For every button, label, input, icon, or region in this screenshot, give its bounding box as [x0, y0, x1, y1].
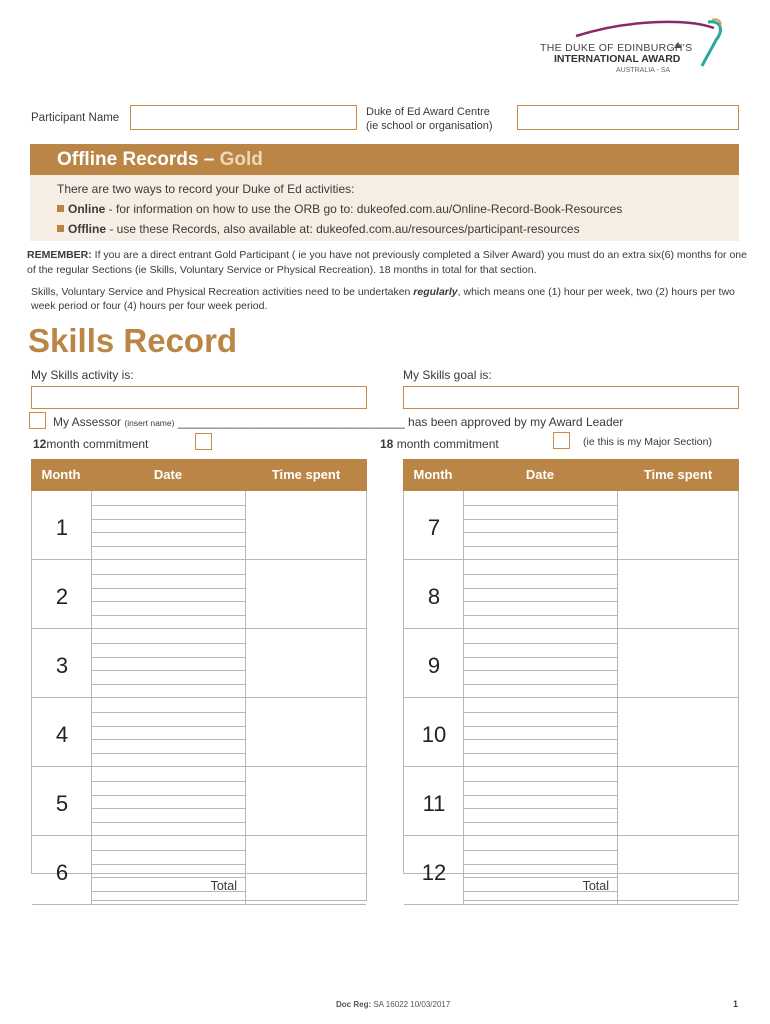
table-header: [403, 459, 739, 491]
date-entry-line: [464, 726, 618, 727]
offline-records-banner: [30, 144, 739, 175]
time-spent-cell[interactable]: [246, 560, 366, 628]
date-entry-line: [92, 712, 246, 713]
online-option: [57, 202, 622, 216]
date-entry-line: [92, 864, 246, 865]
date-entries[interactable]: [92, 629, 246, 697]
date-entry-line: [464, 822, 618, 823]
date-entry-line: [464, 505, 618, 506]
month-row: [404, 560, 738, 629]
date-entry-line: [92, 505, 246, 506]
offline-option: [57, 222, 580, 236]
time-spent-column-header: Time spent: [271, 467, 341, 482]
total-label: Total: [92, 874, 246, 900]
online-option-text: - for information on how to use the ORB go to: dukeofed.com.au/Online-Record-Book-Resources: [105, 202, 623, 216]
award-centre-label: [366, 105, 493, 133]
assessor-hint: (insert name): [124, 418, 175, 428]
award-centre-field[interactable]: [517, 105, 739, 130]
commitment-12-label: [33, 437, 148, 451]
time-spent-cell[interactable]: [246, 491, 366, 559]
offline-title-main: Offline Records –: [57, 149, 215, 170]
date-entry-line: [92, 532, 246, 533]
assessor-line: [53, 415, 623, 429]
date-entry-line: [464, 712, 618, 713]
table-header: [31, 459, 367, 491]
time-spent-cell[interactable]: [618, 491, 738, 559]
skills-activity-label: My Skills activity is:: [31, 368, 134, 382]
date-entries[interactable]: [92, 560, 246, 628]
date-entry-line: [92, 615, 246, 616]
month-row: [32, 560, 366, 629]
date-column-header: Date: [525, 467, 555, 482]
month-row: [404, 629, 738, 698]
date-entries[interactable]: [92, 698, 246, 766]
time-spent-cell[interactable]: [618, 560, 738, 628]
month-cell: [404, 560, 464, 628]
offline-option-label: Offline: [68, 222, 106, 236]
offline-records-title: [57, 149, 263, 171]
major-section-note: (ie this is my Major Section): [583, 436, 712, 448]
date-entry-line: [464, 574, 618, 575]
regularity-note: [31, 285, 741, 313]
month-number: 1: [55, 515, 69, 540]
month-row: [32, 698, 366, 767]
month-cell: [404, 491, 464, 559]
date-entry-line: [92, 753, 246, 754]
regularity-note-start: Skills, Voluntary Service and Physical Recreation activities need to be undertaken: [31, 286, 414, 298]
month-number: 8: [427, 584, 441, 609]
date-entry-line: [92, 519, 246, 520]
skills-activity-field[interactable]: [31, 386, 367, 409]
date-entry-line: [92, 574, 246, 575]
date-entry-line: [464, 795, 618, 796]
date-entry-line: [92, 588, 246, 589]
month-number: 9: [427, 653, 441, 678]
month-cell: [32, 836, 92, 904]
award-centre-label-line-1: Duke of Ed Award Centre: [366, 106, 490, 118]
page-number: 1: [733, 999, 739, 1009]
date-entry-line: [92, 850, 246, 851]
doc-reg-value: SA 16022 10/03/2017: [371, 1000, 451, 1009]
remember-note: [27, 248, 747, 278]
date-entry-line: [464, 670, 618, 671]
award-centre-label-line-2: (ie school or organisation): [366, 120, 493, 132]
table-body: [31, 491, 367, 885]
date-entries[interactable]: [464, 629, 618, 697]
commitment-18-text: month commitment: [393, 437, 499, 451]
month-cell: [404, 836, 464, 904]
total-label: Total: [464, 874, 618, 900]
month-number: 7: [427, 515, 441, 540]
date-entry-line: [464, 753, 618, 754]
document-registration: [336, 1000, 450, 1009]
date-entry-line: [464, 781, 618, 782]
month-number: 10: [421, 722, 447, 747]
bullet-square-icon: [57, 225, 64, 232]
month-number: 5: [55, 791, 69, 816]
month-cell: [404, 698, 464, 766]
month-cell: [32, 767, 92, 835]
date-entries[interactable]: [464, 767, 618, 835]
month-row: [404, 491, 738, 560]
month-cell: [32, 698, 92, 766]
month-number: 11: [422, 791, 446, 816]
doc-reg-label: Doc Reg:: [336, 1000, 372, 1009]
logo-line-1: THE DUKE OF EDINBURGH'S: [540, 42, 693, 54]
total-row: [463, 874, 739, 901]
date-entry-line: [464, 546, 618, 547]
assessor-approved-text: has been approved by my Award Leader: [408, 415, 624, 429]
date-column-header: Date: [153, 467, 183, 482]
table-body: [403, 491, 739, 885]
time-spent-cell[interactable]: [618, 698, 738, 766]
skills-record-title: Skills Record: [28, 322, 238, 359]
commitment-12-checkbox[interactable]: [195, 433, 212, 450]
commitment-18-checkbox[interactable]: [553, 432, 570, 449]
participant-name-field[interactable]: [130, 105, 357, 130]
date-entry-line: [464, 864, 618, 865]
bullet-square-icon: [57, 205, 64, 212]
month-cell: [32, 491, 92, 559]
date-entries[interactable]: [464, 698, 618, 766]
commitment-12-number: 12: [33, 437, 47, 451]
date-entry-line: [92, 822, 246, 823]
date-entry-line: [92, 546, 246, 547]
date-entry-line: [464, 739, 618, 740]
award-logo: [536, 18, 726, 78]
offline-intro-text: There are two ways to record your Duke of Ed activities:: [57, 182, 355, 196]
time-spent-column-header: Time spent: [643, 467, 713, 482]
date-entries[interactable]: [92, 767, 246, 835]
time-spent-cell[interactable]: [246, 767, 366, 835]
month-row: [404, 698, 738, 767]
date-entry-line: [464, 615, 618, 616]
commitment-12-text: month commitment: [46, 437, 149, 451]
month-row: [32, 629, 366, 698]
date-entry-line: [464, 588, 618, 589]
month-cell: [404, 767, 464, 835]
offline-info-panel: [30, 175, 739, 241]
offline-title-level: Gold: [219, 149, 263, 170]
date-entry-line: [464, 519, 618, 520]
assessor-label: My Assessor: [53, 415, 122, 429]
date-entry-line: [464, 657, 618, 658]
date-entries[interactable]: [464, 560, 618, 628]
date-entry-line: [92, 808, 246, 809]
skills-goal-label: My Skills goal is:: [403, 368, 492, 382]
date-entry-line: [92, 726, 246, 727]
offline-option-text: - use these Records, also available at: dukeofed.com.au/resources/participant-resources: [106, 222, 580, 236]
remember-text: If you are a direct entrant Gold Participant ( ie you have not previously completed a Silver Award) you must do an extra six(6) months for one of the regular Sections (ie Skills, Voluntary Service or Physical Recreation). 18 months in total for that section.: [27, 249, 747, 276]
assessor-name-blank: __________________________________: [177, 415, 405, 429]
date-entry-line: [464, 850, 618, 851]
month-row: [404, 767, 738, 836]
assessor-approved-checkbox[interactable]: [29, 412, 46, 429]
month-row: [32, 767, 366, 836]
month-number: 3: [55, 653, 69, 678]
date-entries[interactable]: [464, 491, 618, 559]
regularity-note-end: , which means one (1) hour per week, two (2) hours per two week period or four (4) hours per four week period.: [31, 286, 735, 312]
month-cell: [404, 629, 464, 697]
month-number: 6: [55, 860, 69, 885]
month-column-header: Month: [413, 467, 453, 482]
commitment-18-number: 18: [380, 437, 394, 451]
date-entry-line: [92, 670, 246, 671]
month-column-header: Month: [41, 467, 81, 482]
month-number: 12: [421, 860, 447, 885]
logo-line-2: INTERNATIONAL AWARD: [554, 53, 681, 65]
date-entry-line: [92, 657, 246, 658]
time-spent-cell[interactable]: [246, 629, 366, 697]
date-entry-line: [92, 601, 246, 602]
date-entry-line: [92, 684, 246, 685]
month-number: 2: [55, 584, 69, 609]
logo-line-3: AUSTRALIA - SA: [616, 67, 671, 74]
month-cell: [32, 560, 92, 628]
month-cell: [32, 629, 92, 697]
time-spent-cell[interactable]: [246, 698, 366, 766]
date-entry-line: [92, 643, 246, 644]
total-row: [91, 874, 367, 901]
time-spent-cell[interactable]: [618, 629, 738, 697]
date-entries[interactable]: [92, 491, 246, 559]
online-option-label: Online: [68, 202, 106, 216]
date-entry-line: [92, 781, 246, 782]
month-row: [32, 491, 366, 560]
regularity-note-emphasis: regularly: [413, 286, 458, 298]
date-entry-line: [464, 808, 618, 809]
date-entry-line: [92, 739, 246, 740]
date-entry-line: [92, 795, 246, 796]
skills-goal-field[interactable]: [403, 386, 739, 409]
month-number: 4: [55, 722, 69, 747]
commitment-18-label: [380, 437, 499, 451]
time-spent-cell[interactable]: [618, 767, 738, 835]
date-entry-line: [464, 684, 618, 685]
date-entry-line: [464, 532, 618, 533]
participant-name-label: Participant Name: [31, 112, 120, 124]
date-entry-line: [464, 643, 618, 644]
remember-label: REMEMBER:: [27, 249, 92, 261]
date-entry-line: [464, 601, 618, 602]
